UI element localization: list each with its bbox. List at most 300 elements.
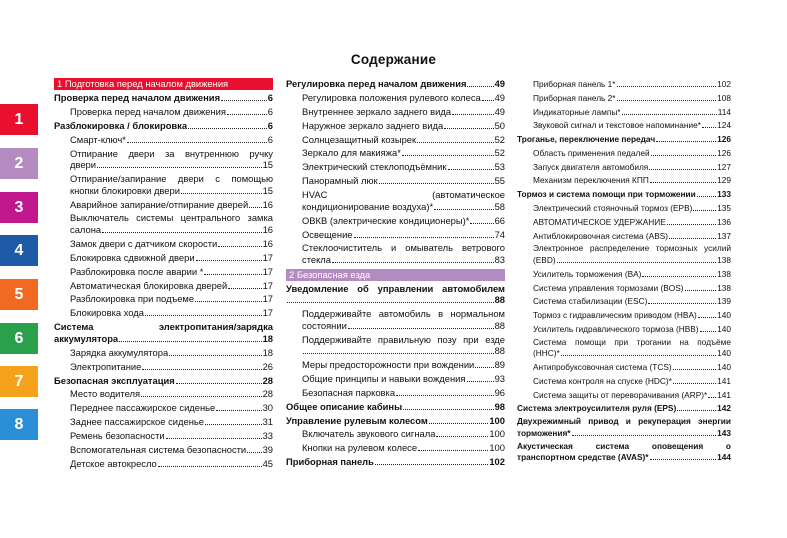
toc-item[interactable] <box>286 428 505 440</box>
toc-page-number: 141 <box>717 375 731 386</box>
toc-item[interactable] <box>54 307 273 319</box>
leader-dots <box>702 119 716 128</box>
toc-item-text: Антипробуксовочная система (TCS) <box>533 362 672 373</box>
toc-item-text: Смарт-ключ* <box>70 133 126 145</box>
toc-item-text: Автоматическая блокировка дверей <box>70 279 228 291</box>
toc-item-text-line1: Стеклоочиститель и омыватель ветрового <box>302 242 505 254</box>
leader-dots <box>482 92 494 101</box>
leader-dots <box>348 320 494 329</box>
toc-item[interactable] <box>286 359 505 371</box>
leader-dots <box>287 294 494 303</box>
toc-item-text: Включатель звукового сигнала <box>302 428 436 440</box>
toc-item[interactable] <box>54 238 273 250</box>
toc-item-text: Аварийное запирание/отпирание дверей <box>70 198 249 210</box>
toc-page-number: 129 <box>717 175 731 186</box>
toc-page-number: 144 <box>717 452 731 463</box>
leader-dots <box>227 106 267 115</box>
toc-item[interactable] <box>54 266 273 278</box>
toc-item-text: кнопки блокировки двери <box>70 184 180 196</box>
leader-dots <box>572 427 717 436</box>
toc-page-number: 58 <box>494 200 505 212</box>
leader-dots <box>169 347 261 356</box>
toc-item-text: Блокировка сдвижной двери <box>70 251 195 263</box>
toc-item[interactable] <box>54 388 273 400</box>
leader-dots <box>396 387 494 396</box>
toc-page-number: 135 <box>717 203 731 214</box>
toc-item[interactable] <box>54 199 273 211</box>
toc-item[interactable] <box>54 252 273 264</box>
toc-page-number: 16 <box>262 237 273 249</box>
leader-dots <box>642 268 716 277</box>
toc-item-text: Система электроусилителя руля (EPS) <box>517 403 677 414</box>
leader-dots <box>444 120 493 129</box>
toc-item[interactable] <box>286 134 505 146</box>
leader-dots <box>379 175 494 184</box>
chapter-tab-6[interactable]: 6 <box>0 323 38 354</box>
toc-item[interactable] <box>54 361 273 373</box>
leader-dots <box>418 442 488 451</box>
toc-page-number: 31 <box>262 416 273 428</box>
leader-dots <box>176 375 262 384</box>
toc-heading[interactable] <box>286 456 505 468</box>
toc-item[interactable] <box>286 334 505 357</box>
leader-dots <box>434 201 493 210</box>
leader-dots <box>417 134 493 143</box>
leader-dots <box>649 161 716 170</box>
toc-item[interactable] <box>286 387 505 399</box>
toc-heading[interactable] <box>286 283 505 306</box>
toc-page-number: 30 <box>262 402 273 414</box>
toc-item-text: салона <box>70 224 102 236</box>
toc-page-number: 52 <box>494 133 505 145</box>
toc-page-number: 15 <box>262 159 273 171</box>
toc-item-text: Наружное зеркало заднего вида <box>302 119 444 131</box>
toc-item-text: Регулировка положения рулевого колеса <box>302 91 481 103</box>
leader-dots <box>436 428 488 437</box>
toc-page-number: 126 <box>717 147 731 158</box>
toc-page-number: 108 <box>717 92 731 103</box>
toc-page-number: 28 <box>262 374 273 386</box>
toc-page-number: 143 <box>717 427 731 438</box>
toc-page-number: 88 <box>494 294 505 306</box>
toc-page-number: 140 <box>717 348 731 359</box>
toc-heading[interactable] <box>517 188 731 200</box>
toc-item-text: Электрический стеклоподъёмник <box>302 161 447 173</box>
leader-dots <box>656 133 716 142</box>
leader-dots <box>475 359 493 368</box>
toc-item-text: Система стабилизации (ESC) <box>533 296 648 307</box>
toc-item[interactable] <box>54 106 273 118</box>
leader-dots <box>693 202 716 211</box>
toc-item-text: Тормоз с гидравлическим приводом (HBA) <box>533 310 697 321</box>
toc-column-3 <box>517 78 731 465</box>
toc-item[interactable] <box>54 134 273 146</box>
leader-dots <box>667 216 716 225</box>
toc-item-text: Общее описание кабины <box>286 400 403 412</box>
toc-item[interactable] <box>517 119 731 131</box>
toc-heading[interactable] <box>54 321 273 344</box>
toc-item[interactable] <box>517 202 731 214</box>
chapter-tab-4[interactable]: 4 <box>0 235 38 266</box>
leader-dots <box>181 185 262 194</box>
toc-item-text-line1: Система помощи при трогании на подъёме <box>533 336 731 347</box>
leader-dots <box>141 388 262 397</box>
toc-page-number: 33 <box>262 430 273 442</box>
leader-dots <box>673 375 716 384</box>
toc-item-text: Безопасная парковка <box>302 386 396 398</box>
toc-item-text: Усилитель торможения (BA) <box>533 268 642 279</box>
section-header-1[interactable]: 1 Подготовка перед началом движения <box>54 78 273 90</box>
toc-heading[interactable] <box>54 92 273 104</box>
toc-item[interactable] <box>517 323 731 335</box>
leader-dots <box>218 238 261 247</box>
toc-page-number: 141 <box>717 389 731 400</box>
leader-dots <box>467 373 494 382</box>
toc-page-number: 66 <box>494 214 505 226</box>
toc-item-text: Внутреннее зеркало заднего вида <box>302 105 452 117</box>
toc-item[interactable] <box>286 373 505 385</box>
toc-item-text: Система управления тормозами (BOS) <box>533 282 684 293</box>
toc-item-text: Кнопки на рулевом колесе <box>302 442 418 454</box>
toc-page-number: 137 <box>717 230 731 241</box>
leader-dots <box>648 295 716 304</box>
toc-page-number: 55 <box>494 175 505 187</box>
leader-dots <box>127 134 267 143</box>
toc-item-text: аккумулятора <box>54 332 119 344</box>
toc-item-text: Освещение <box>302 228 353 240</box>
toc-page-number: 49 <box>494 78 505 89</box>
chapter-tab-3[interactable]: 3 <box>0 192 38 223</box>
toc-heading[interactable] <box>54 375 273 387</box>
toc-item-text: Регулировка перед началом движения <box>286 78 467 89</box>
toc-page-number: 15 <box>262 184 273 196</box>
leader-dots <box>467 78 493 87</box>
toc-page-number: 17 <box>262 307 273 319</box>
toc-item[interactable] <box>517 216 731 228</box>
toc-item[interactable] <box>286 175 505 187</box>
leader-dots <box>196 252 262 261</box>
toc-item-text-line1: Отпирание/запирание двери с помощью <box>70 173 273 185</box>
toc-item[interactable] <box>286 242 505 265</box>
toc-item-text: Разблокировка / блокировка <box>54 119 188 131</box>
leader-dots <box>158 458 262 467</box>
toc-heading[interactable] <box>286 78 505 90</box>
toc-item-text-line1: Электронное распределение тормозных усилий <box>533 243 731 254</box>
toc-item[interactable] <box>517 230 731 242</box>
leader-dots <box>204 266 261 275</box>
leader-dots <box>617 78 717 87</box>
toc-item[interactable] <box>286 147 505 159</box>
toc-item[interactable] <box>517 78 731 90</box>
toc-item[interactable] <box>517 268 731 280</box>
toc-list-2a <box>286 78 505 266</box>
toc-heading[interactable] <box>517 402 731 414</box>
toc-item-text: ОВКВ (электрические кондиционеры)* <box>302 214 470 226</box>
toc-item[interactable] <box>517 309 731 321</box>
toc-page-number: 127 <box>717 161 731 172</box>
toc-column-2 <box>286 78 505 470</box>
toc-page-number: 102 <box>717 79 731 89</box>
leader-dots <box>677 402 716 411</box>
toc-item[interactable] <box>517 337 731 359</box>
toc-item-text: Проверка перед началом движения <box>70 105 226 117</box>
section-header-2[interactable]: 2 Безопасная езда <box>286 269 505 281</box>
toc-item-text: Система защиты от переворачивания (ARP)* <box>533 389 708 400</box>
toc-item[interactable] <box>286 106 505 118</box>
toc-item-text: Зеркало для макияжа* <box>302 147 401 159</box>
toc-item[interactable] <box>517 389 731 401</box>
toc-item-text-line1: Акустическая система оповещения о <box>517 440 731 451</box>
leader-dots <box>429 415 489 424</box>
leader-dots <box>354 229 494 238</box>
toc-item-text-line1: Поддерживайте автомобиль в нормальном <box>302 308 505 320</box>
toc-item[interactable] <box>54 416 273 428</box>
leader-dots <box>97 159 262 168</box>
leader-dots <box>452 106 493 115</box>
toc-page-number: 6 <box>267 119 273 131</box>
toc-item[interactable] <box>286 442 505 454</box>
toc-item-text: Разблокировка при подъеме <box>70 293 195 305</box>
leader-dots <box>617 92 717 101</box>
leader-dots <box>685 282 717 291</box>
toc-item-text: Механизм переключения КПП <box>533 175 649 186</box>
toc-page-number: 18 <box>262 332 273 344</box>
toc-item-text: Звуковой сигнал и текстовое напоминание* <box>533 120 701 131</box>
toc-item[interactable] <box>517 106 731 118</box>
toc-page-number: 88 <box>494 319 505 331</box>
toc-item[interactable] <box>517 295 731 307</box>
toc-item[interactable] <box>54 148 273 171</box>
toc-page-number: 140 <box>717 362 731 373</box>
toc-page-number: 16 <box>262 224 273 236</box>
toc-item[interactable] <box>286 161 505 173</box>
leader-dots <box>375 456 488 465</box>
toc-item[interactable] <box>517 282 731 294</box>
toc-item-text: Меры предосторожности при вождении <box>302 359 475 371</box>
toc-item-text: стекла <box>302 253 331 265</box>
toc-item-text: Запуск двигателя автомобиля <box>533 161 649 172</box>
toc-page-number: 39 <box>262 443 273 455</box>
toc-item-text-line1: Уведомление об управлении автомобилем <box>286 282 505 294</box>
toc-item[interactable] <box>54 212 273 235</box>
toc-item-text-line1: Двухрежимный привод и рекуперация энергии <box>517 416 731 427</box>
toc-item[interactable] <box>54 347 273 359</box>
toc-item-text: Антиблокировочная система (ABS) <box>533 230 669 241</box>
leader-dots <box>119 333 261 342</box>
toc-heading[interactable] <box>517 416 731 438</box>
toc-item-text: Разблокировка после аварии * <box>70 265 204 277</box>
toc-item-text: Приборная панель 2* <box>533 92 616 103</box>
toc-item[interactable] <box>286 92 505 104</box>
toc-page-number: 133 <box>717 189 731 200</box>
toc-page-number: 100 <box>489 442 505 454</box>
chapter-tab-8[interactable]: 8 <box>0 409 38 440</box>
chapter-tab-7[interactable]: 7 <box>0 366 38 397</box>
toc-item-text: Приборная панель 1* <box>533 79 616 89</box>
toc-page-number: 53 <box>494 161 505 173</box>
toc-item[interactable] <box>286 308 505 331</box>
toc-page-number: 89 <box>494 359 505 371</box>
toc-item-text: Переднее пассажирское сиденье <box>70 402 216 414</box>
leader-dots <box>669 230 716 239</box>
leader-dots <box>650 174 716 183</box>
toc-item[interactable] <box>286 189 505 212</box>
toc-item[interactable] <box>517 361 731 373</box>
toc-column-1 <box>54 78 273 472</box>
toc-page-number: 74 <box>494 228 505 240</box>
toc-item[interactable] <box>517 174 731 186</box>
toc-item-text: Панорамный люк <box>302 175 378 187</box>
leader-dots <box>195 293 261 302</box>
toc-item[interactable] <box>286 229 505 241</box>
toc-item[interactable] <box>54 458 273 470</box>
leader-dots <box>651 147 717 156</box>
toc-page-number: 100 <box>489 414 505 426</box>
toc-item[interactable] <box>517 243 731 265</box>
toc-page-number: 18 <box>262 346 273 358</box>
toc-item[interactable] <box>54 402 273 414</box>
toc-item-text: Заднее пассажирское сиденье <box>70 416 204 428</box>
toc-list-3 <box>517 78 731 463</box>
toc-page-number: 28 <box>262 388 273 400</box>
toc-page-number: 50 <box>494 119 505 131</box>
toc-item-text: Тормоз и система помощи при торможении <box>517 189 696 200</box>
leader-dots <box>650 451 717 460</box>
toc-page-number: 124 <box>717 120 731 131</box>
toc-item-text-line1: Отпирание двери за внутреннюю ручку <box>70 147 273 159</box>
toc-item-text: Детское автокресло <box>70 457 157 469</box>
toc-page-number: 26 <box>262 360 273 372</box>
toc-item-text-line1: Система электропитания/зарядка <box>54 321 273 333</box>
toc-item-text: Безопасная эксплуатация <box>54 374 175 386</box>
leader-dots <box>166 430 262 439</box>
toc-page-number: 140 <box>717 310 731 321</box>
toc-page-number: 83 <box>494 253 505 265</box>
toc-item-text: двери <box>70 159 97 171</box>
toc-page-number: 102 <box>489 456 505 468</box>
toc-item-text-line1: Поддерживайте правильную позу при езде <box>302 333 505 345</box>
toc-item-text: Ремень безопасности <box>70 430 165 442</box>
toc-item-text: транспортном средстве (AVAS)* <box>517 452 649 463</box>
toc-item[interactable] <box>517 161 731 173</box>
leader-dots <box>102 224 261 233</box>
toc-item[interactable] <box>54 173 273 196</box>
leader-dots <box>557 254 717 263</box>
leader-dots <box>402 147 494 156</box>
leader-dots <box>622 106 717 115</box>
toc-page-number: 139 <box>717 296 731 307</box>
toc-item-text: Приборная панель <box>286 456 374 468</box>
leader-dots <box>303 345 494 354</box>
leader-dots <box>332 254 494 263</box>
toc-item-text-line1: HVAC (автоматическое <box>302 189 505 201</box>
toc-item-text: Солнцезащитный козырек <box>302 133 417 145</box>
toc-item-text: Усилитель гидравлического тормоза (HBB) <box>533 323 699 334</box>
toc-page-number: 6 <box>267 133 273 145</box>
toc-page-number: 98 <box>494 400 505 412</box>
leader-dots <box>561 347 716 356</box>
toc-item-text: торможения* <box>517 427 571 438</box>
toc-item-text: Троганье, переключение передач <box>517 134 656 145</box>
toc-item-text: Индикаторные лампы* <box>533 106 621 117</box>
toc-item[interactable] <box>286 120 505 132</box>
leader-dots <box>205 416 262 425</box>
toc-item[interactable] <box>517 375 731 387</box>
chapter-tab-1[interactable]: 1 <box>0 104 38 135</box>
chapter-tab-2[interactable]: 2 <box>0 148 38 179</box>
toc-item[interactable] <box>54 280 273 292</box>
toc-item-text: кондиционирование воздуха)* <box>302 200 434 212</box>
leader-dots <box>403 401 493 410</box>
toc-page-number: 17 <box>262 293 273 305</box>
toc-item-text: Проверка перед началом движения <box>54 92 221 103</box>
toc-heading[interactable] <box>517 441 731 463</box>
chapter-tab-5[interactable]: 5 <box>0 279 38 310</box>
toc-item[interactable] <box>517 92 731 104</box>
leader-dots <box>673 361 717 370</box>
leader-dots <box>142 361 261 370</box>
leader-dots <box>228 280 261 289</box>
toc-item-text: (EBD) <box>533 254 556 265</box>
toc-item-text: состоянии <box>302 319 347 331</box>
toc-page-number: 17 <box>262 279 273 291</box>
toc-page-number: 17 <box>262 265 273 277</box>
toc-item-text-line1: Выключатель системы центрального замка <box>70 212 273 224</box>
toc-item-text: АВТОМАТИЧЕСКОЕ УДЕРЖАНИЕ <box>533 216 666 227</box>
toc-item[interactable] <box>54 430 273 442</box>
toc-item-text: Область применения педалей <box>533 147 650 158</box>
toc-item-text: Общие принципы и навыки вождения <box>302 372 466 384</box>
toc-heading[interactable] <box>517 133 731 145</box>
leader-dots <box>708 389 716 398</box>
toc-item-text: Управление рулевым колесом <box>286 414 428 426</box>
toc-page-number: 6 <box>267 105 273 117</box>
toc-item-text: Место водителя <box>70 388 141 400</box>
toc-heading[interactable] <box>54 120 273 132</box>
toc-item-text: Зарядка аккумулятора <box>70 346 169 358</box>
toc-item[interactable] <box>54 444 273 456</box>
leader-dots <box>145 307 262 316</box>
toc-list-1 <box>54 92 273 469</box>
leader-dots <box>216 402 261 411</box>
toc-item-text: Электропитание <box>70 360 142 372</box>
toc-page-number: 140 <box>717 323 731 334</box>
toc-item[interactable] <box>54 293 273 305</box>
toc-page-number: 52 <box>494 147 505 159</box>
toc-page-number: 100 <box>489 428 505 440</box>
toc-item-text: (HHC)* <box>533 348 560 359</box>
toc-page-number: 6 <box>267 92 273 103</box>
toc-page-number: 138 <box>717 268 731 279</box>
toc-heading[interactable] <box>286 415 505 427</box>
toc-item-text: Вспомогательная система безопасности <box>70 443 247 455</box>
toc-page-number: 49 <box>494 91 505 103</box>
leader-dots <box>697 188 716 197</box>
page-title: Содержание <box>350 52 437 67</box>
toc-page-number: 93 <box>494 372 505 384</box>
toc-item[interactable] <box>517 147 731 159</box>
toc-page-number: 96 <box>494 386 505 398</box>
toc-page-number: 114 <box>717 106 731 117</box>
leader-dots <box>698 309 716 318</box>
toc-heading[interactable] <box>286 401 505 413</box>
toc-page-number: 16 <box>262 198 273 210</box>
toc-item-text: Замок двери с датчиком скорости <box>70 237 218 249</box>
toc-list-2b <box>286 283 505 468</box>
toc-page-number: 17 <box>262 251 273 263</box>
toc-item[interactable] <box>286 215 505 227</box>
leader-dots <box>448 161 494 170</box>
